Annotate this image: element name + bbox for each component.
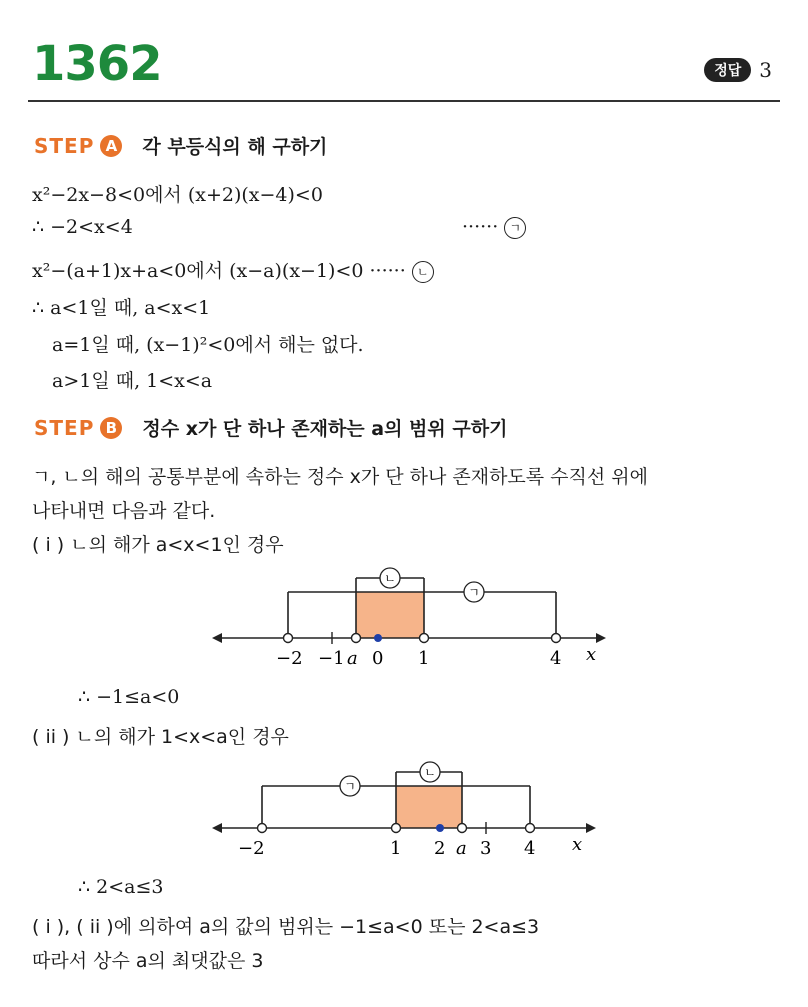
step-b-title: 정수 x가 단 하나 존재하는 a의 범위 구하기 (142, 418, 508, 440)
open-point (284, 634, 293, 643)
overlap-region-1 (356, 592, 424, 638)
open-point (458, 824, 467, 833)
axis-variable: x (572, 834, 583, 855)
step-b-heading (34, 414, 507, 441)
answer-label: 정답 (704, 58, 751, 82)
step-b-word: STEP (34, 415, 95, 440)
conclusion-line-2: 따라서 상수 a의 최댓값은 3 (32, 950, 264, 972)
tick-label: 4 (550, 648, 562, 669)
step-a-heading (34, 132, 327, 159)
tick-label: 4 (524, 838, 536, 859)
step-a-word: STEP (34, 133, 95, 158)
intro-line-2: 나타내면 다음과 같다. (32, 500, 216, 522)
case-1-result: ∴ −1≤a<0 (78, 686, 180, 708)
axis-variable: x (586, 644, 597, 665)
ineq-line-6: a>1일 때, 1<x<a (52, 370, 213, 392)
open-point (552, 634, 561, 643)
ineq-line-1: x²−2x−8<0에서 (x+2)(x−4)<0 (32, 184, 323, 206)
bracket-label-1: ㄱ (468, 585, 480, 600)
number-line-diagram-2 (210, 756, 610, 864)
intro-line-1: ㄱ, ㄴ의 해의 공통부분에 속하는 정수 x가 단 하나 존재하도록 수직선 위에 (32, 466, 648, 488)
circled-label-2: ㄴ (412, 261, 434, 283)
overlap-region-2 (396, 786, 462, 828)
bracket-label-2: ㄴ (384, 571, 396, 586)
answer-value: 3 (759, 58, 772, 82)
open-point (352, 634, 361, 643)
problem-number: 1362 (32, 36, 162, 92)
step-a-badge: A (100, 135, 122, 157)
tick-label: 1 (390, 838, 402, 859)
header-rule (28, 100, 780, 102)
label-dots (462, 216, 526, 239)
open-point (392, 824, 401, 833)
tick-label: 1 (418, 648, 430, 669)
ineq-line-4: ∴ a<1일 때, a<x<1 (32, 297, 211, 319)
bracket-label-2: ㄴ (424, 765, 436, 780)
ineq-line-5: a=1일 때, (x−1)²<0에서 해는 없다. (52, 334, 364, 356)
tick-label: −1 (318, 648, 345, 669)
case-1-heading: ( i ) ㄴ의 해가 a<x<1인 경우 (32, 534, 284, 556)
tick-label: a (456, 838, 467, 859)
circled-label-1: ㄱ (504, 217, 526, 239)
ineq-line-3: x²−(a+1)x+a<0에서 (x−a)(x−1)<0 ······ (32, 260, 406, 282)
conclusion-line-1: ( i ), ( ii )에 의하여 a의 값의 범위는 −1≤a<0 또는 2<a≤3 (32, 916, 540, 938)
tick-label: −2 (238, 838, 265, 859)
bracket-label-1: ㄱ (344, 779, 356, 794)
dots: ······ (462, 216, 499, 238)
tick-label: 2 (434, 838, 446, 859)
tick-label: 0 (372, 648, 384, 669)
case-2-result: ∴ 2<a≤3 (78, 876, 164, 898)
ineq-line-3-wrap (32, 256, 434, 283)
tick-label: 3 (480, 838, 492, 859)
integer-dot (374, 634, 382, 642)
answer-box (704, 58, 772, 82)
open-point (526, 824, 535, 833)
tick-label: −2 (276, 648, 303, 669)
case-2-heading: ( ii ) ㄴ의 해가 1<x<a인 경우 (32, 726, 289, 748)
integer-dot (436, 824, 444, 832)
tick-label: a (347, 648, 358, 669)
open-point (420, 634, 429, 643)
step-a-title: 각 부등식의 해 구하기 (142, 136, 328, 158)
step-b-badge: B (100, 417, 122, 439)
number-line-diagram-1 (210, 562, 610, 674)
open-point (258, 824, 267, 833)
ineq-line-2: ∴ −2<x<4 (32, 216, 133, 238)
